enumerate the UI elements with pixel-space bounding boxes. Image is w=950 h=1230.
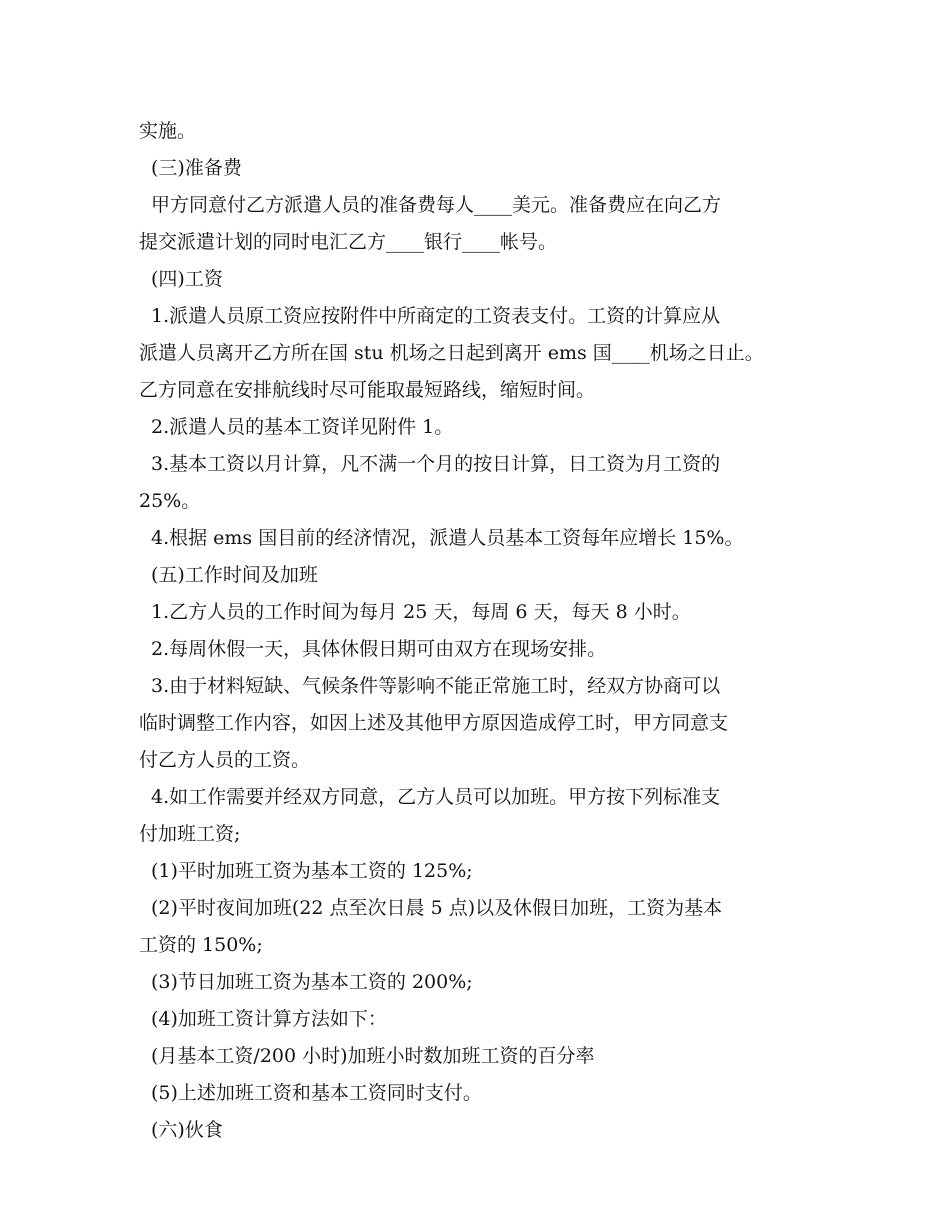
- section-heading: (四)工资: [151, 268, 223, 290]
- text-line: 1.乙方人员的工作时间为每月 25 天，每周 6 天，每天 8 小时。: [151, 601, 691, 623]
- text-line: 2.每周休假一天，具体休假日期可由双方在现场安排。: [151, 638, 607, 660]
- text-line: 25%。: [139, 490, 201, 512]
- text-line: 4.根据 ems 国目前的经济情况，派遣人员基本工资每年应增长 15%。: [151, 527, 744, 549]
- text-line: 乙方同意在安排航线时尽可能取最短路线，缩短时间。: [139, 379, 596, 401]
- text-line: 3.基本工资以月计算，凡不满一个月的按日计算，日工资为月工资的: [151, 453, 721, 475]
- text-line: (5)上述加班工资和基本工资同时支付。: [151, 1082, 482, 1104]
- text-line: 4.如工作需要并经双方同意，乙方人员可以加班。甲方按下列标准支: [151, 786, 721, 808]
- section-heading: (五)工作时间及加班: [151, 564, 318, 586]
- text-line: (2)平时夜间加班(22 点至次日晨 5 点)以及休假日加班，工资为基本: [151, 897, 723, 919]
- text-line: (3)节日加班工资为基本工资的 200%;: [151, 971, 473, 993]
- text-line: (月基本工资/200 小时)加班小时数加班工资的百分率: [151, 1045, 595, 1067]
- text-line: 3.由于材料短缺、气候条件等影响不能正常施工时，经双方协商可以: [151, 675, 721, 697]
- section-heading: (六)伙食: [151, 1119, 223, 1141]
- section-heading: (三)准备费: [151, 157, 242, 179]
- text-line: (1)平时加班工资为基本工资的 125%;: [151, 860, 473, 882]
- text-line: 付加班工资;: [139, 823, 241, 845]
- text-line: (4)加班工资计算方法如下：: [151, 1008, 387, 1030]
- text-line: 甲方同意付乙方派遣人员的准备费每人____美元。准备费应在向乙方: [151, 194, 722, 216]
- text-line: 工资的 150%;: [139, 934, 263, 956]
- text-line: 临时调整工作内容，如因上述及其他甲方原因造成停工时，甲方同意支: [139, 712, 729, 734]
- document-page: [139, 113, 829, 1149]
- text-line: 实施。: [139, 120, 197, 142]
- text-line: 派遣人员离开乙方所在国 stu 机场之日起到离开 ems 国____机场之日止。: [139, 342, 764, 364]
- text-line: 1.派遣人员原工资应按附件中所商定的工资表支付。工资的计算应从: [151, 305, 721, 327]
- text-line: 付乙方人员的工资。: [139, 749, 311, 771]
- text-line: 提交派遣计划的同时电汇乙方____银行____帐号。: [139, 231, 558, 253]
- text-line: 2.派遣人员的基本工资详见附件 1。: [151, 416, 454, 438]
